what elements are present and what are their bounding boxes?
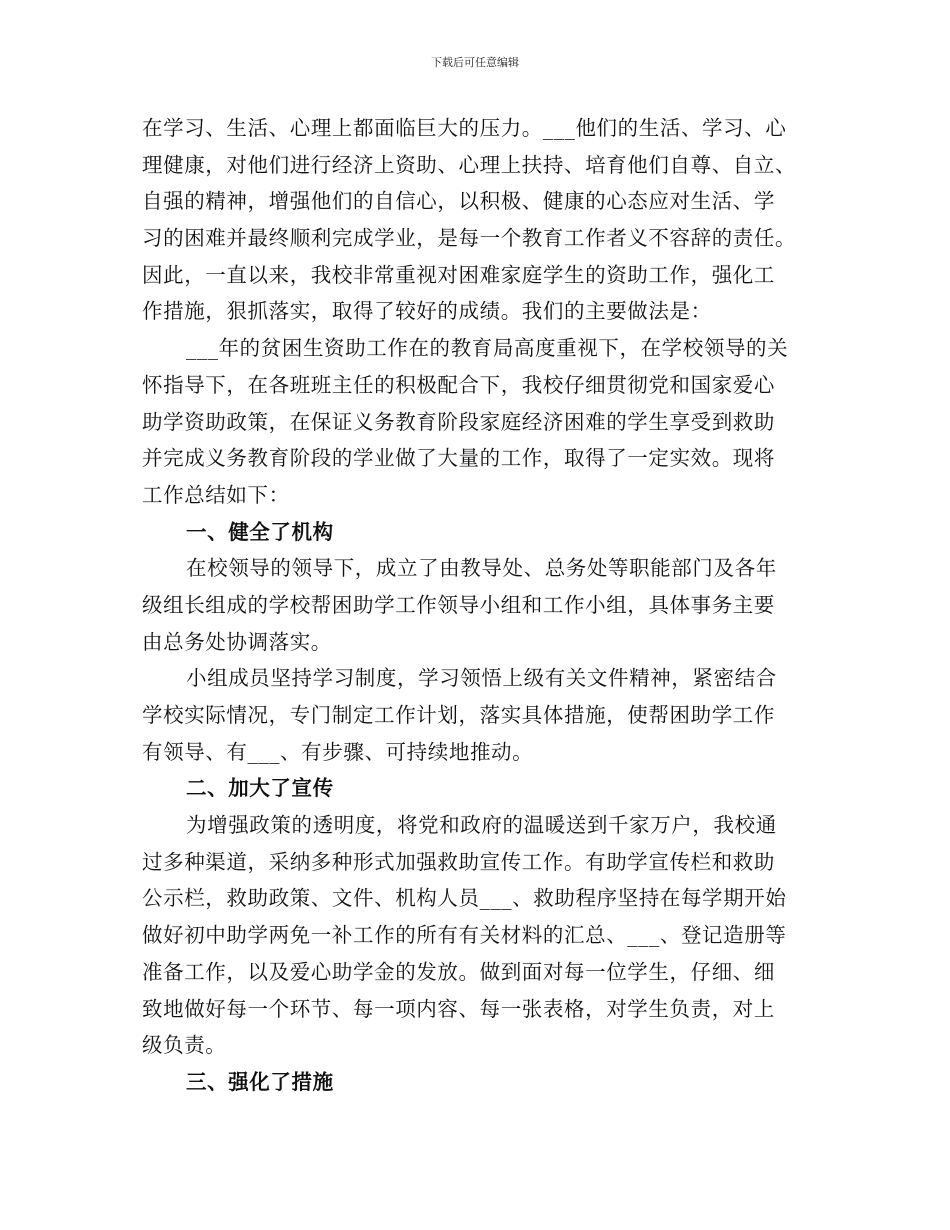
paragraph-line: 自强的精神，增强他们的自信心，以积极、健康的心态应对生活、学 [142, 189, 775, 214]
paragraph-line: 公示栏，救助政策、文件、机构人员___、救助程序坚持在每学期开始 [142, 886, 787, 911]
section-heading-1: 一、健全了机构 [186, 519, 334, 544]
paragraph-line: 小组成员坚持学习制度，学习领悟上级有关文件精神，紧密结合 [186, 666, 777, 691]
paragraph-line: 理健康，对他们进行经济上资助、心理上扶持、培育他们自尊、自立、 [142, 152, 797, 177]
paragraph-line: 致地做好每一个环节、每一项内容、每一张表格，对学生负责，对上 [142, 996, 775, 1021]
paragraph-line: 工作总结如下： [142, 482, 290, 507]
paragraph-line: 由总务处协调落实。 [142, 629, 332, 654]
section-heading-3: 三、强化了措施 [186, 1069, 334, 1094]
paragraph-line: 助学资助政策，在保证义务教育阶段家庭经济困难的学生享受到救助 [142, 409, 775, 434]
paragraph-line: 在校领导的领导下，成立了由教导处、总务处等职能部门及各年 [186, 556, 777, 581]
paragraph-line: 级负责。 [142, 1033, 227, 1058]
paragraph-line: 因此，一直以来，我校非常重视对困难家庭学生的资助工作，强化工 [142, 262, 775, 287]
paragraph-line: 怀指导下，在各班班主任的积极配合下，我校仔细贯彻党和国家爱心 [142, 372, 775, 397]
paragraph-line: 级组长组成的学校帮困助学工作领导小组和工作小组，具体事务主要 [142, 592, 775, 617]
paragraph-line: 习的困难并最终顺利完成学业，是每一个教育工作者义不容辞的责任。 [142, 226, 797, 251]
paragraph-line: 做好初中助学两免一补工作的所有有关材料的汇总、___、登记造册等 [142, 923, 787, 948]
paragraph-line: 并完成义务教育阶段的学业做了大量的工作，取得了一定实效。现将 [142, 446, 775, 471]
page-header: 下载后可任意编辑 [431, 56, 519, 69]
paragraph-line: 学校实际情况，专门制定工作计划，落实具体措施，使帮困助学工作 [142, 703, 775, 727]
document-body [142, 110, 810, 1101]
paragraph-line: 过多种渠道，采纳多种形式加强救助宣传工作。有助学宣传栏和救助 [142, 849, 775, 874]
section-heading-2: 二、加大了宣传 [186, 776, 334, 801]
paragraph-line: 在学习、生活、心理上都面临巨大的压力。___他们的生活、学习、心 [142, 116, 787, 140]
paragraph-line: 准备工作，以及爱心助学金的发放。做到面对每一位学生，仔细、细 [142, 959, 775, 984]
paragraph-line: 作措施，狠抓落实，取得了较好的成绩。我们的主要做法是： [142, 299, 712, 324]
paragraph-line: 为增强政策的透明度，将党和政府的温暖送到千家万户，我校通 [186, 813, 777, 838]
paragraph-line: ___年的贫困生资助工作在的教育局高度重视下，在学校领导的关 [186, 336, 789, 361]
paragraph-line: 有领导、有___、有步骤、可持续地推动。 [142, 739, 534, 764]
